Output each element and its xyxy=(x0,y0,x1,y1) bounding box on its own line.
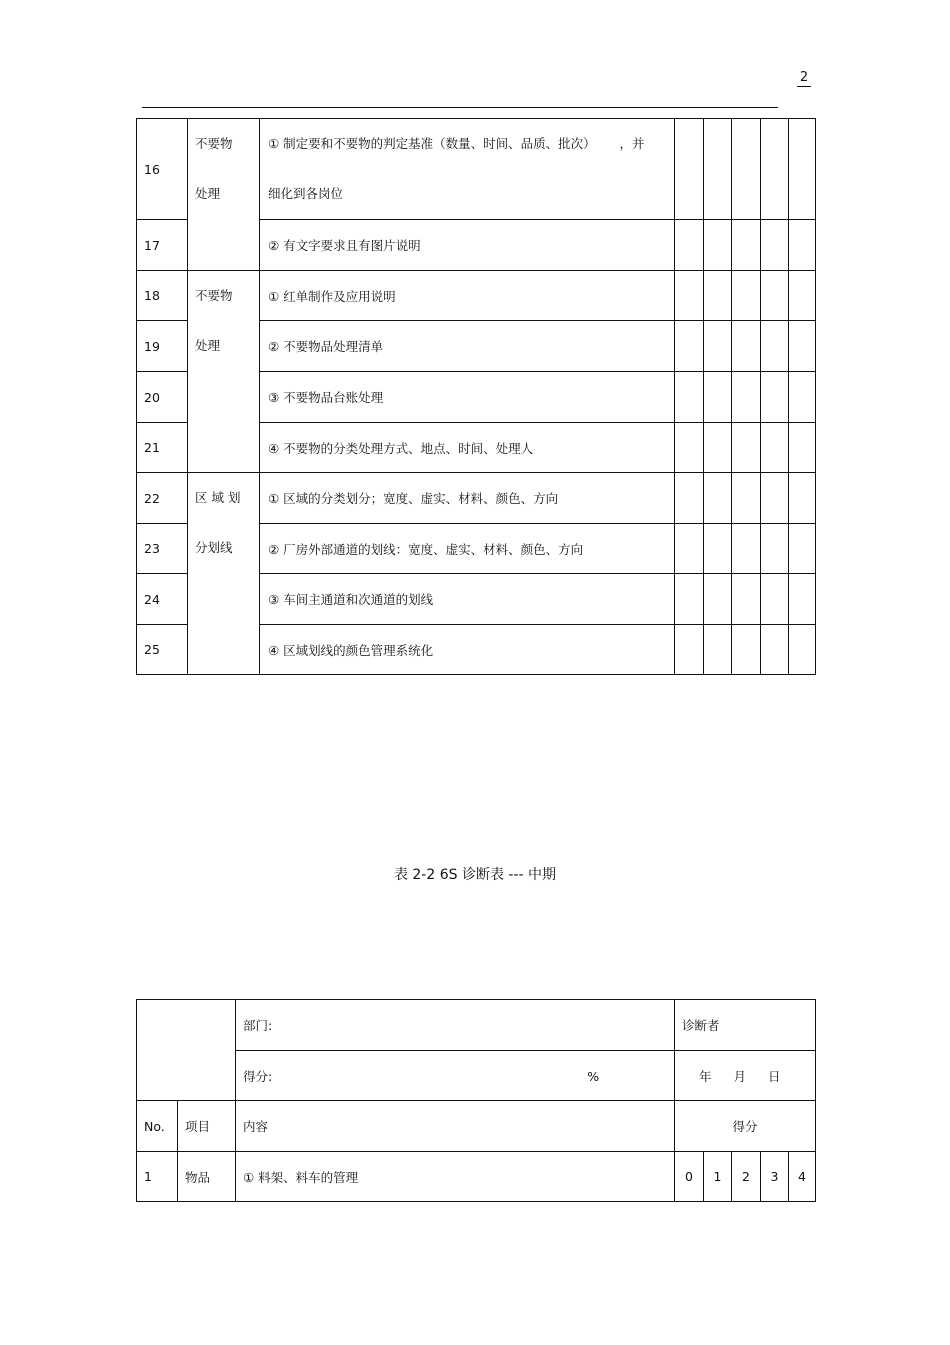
score-cell[interactable] xyxy=(675,524,704,574)
row-number: 20 xyxy=(137,372,188,423)
content-cell: ③ 不要物品台账处理 xyxy=(260,372,675,423)
score-cell[interactable] xyxy=(732,321,761,372)
blank-corner-cell xyxy=(137,1000,236,1101)
diagnosis-table-midterm xyxy=(136,999,816,1202)
score-cell[interactable] xyxy=(761,423,789,473)
content-cell: ④ 区域划线的颜色管理系统化 xyxy=(260,625,675,675)
score-cell[interactable] xyxy=(704,220,732,271)
score-cell[interactable] xyxy=(704,574,732,625)
category-line: 处理 xyxy=(195,186,221,201)
month-label: 月 xyxy=(733,1068,747,1084)
score-cell[interactable] xyxy=(704,625,732,675)
row-number: 23 xyxy=(137,524,188,574)
year-label: 年 xyxy=(699,1068,712,1084)
row-number: 1 xyxy=(137,1152,178,1202)
content-cell: ① 料架、料车的管理 xyxy=(236,1152,675,1202)
score-cell[interactable] xyxy=(761,271,789,321)
score-cell[interactable] xyxy=(675,423,704,473)
category-cell xyxy=(188,271,260,473)
score-cell[interactable] xyxy=(732,423,761,473)
score-cell[interactable] xyxy=(675,625,704,675)
score-cell[interactable] xyxy=(704,473,732,524)
row-number: 24 xyxy=(137,574,188,625)
score-cell[interactable] xyxy=(675,321,704,372)
day-label: 日 xyxy=(768,1068,781,1084)
content-cell: ③ 车间主通道和次通道的划线 xyxy=(260,574,675,625)
content-cell: ④ 不要物的分类处理方式、地点、时间、处理人 xyxy=(260,423,675,473)
row-number: 16 xyxy=(137,119,188,220)
category-line: 处理 xyxy=(195,338,221,353)
dept-label[interactable]: 部门: xyxy=(236,1000,675,1051)
row-number: 19 xyxy=(137,321,188,372)
item-header: 项目 xyxy=(178,1101,236,1152)
score-cell[interactable] xyxy=(675,119,704,220)
score-total-label: 得分: xyxy=(243,1068,273,1084)
score-cell[interactable] xyxy=(704,524,732,574)
content-cell: ① 红单制作及应用说明 xyxy=(260,271,675,321)
page-number: 2 xyxy=(797,70,811,87)
diagnosis-table-continued xyxy=(136,118,816,675)
row-number: 17 xyxy=(137,220,188,271)
score-cell[interactable] xyxy=(704,271,732,321)
score-cell[interactable] xyxy=(789,372,816,423)
date-cell[interactable] xyxy=(675,1051,816,1101)
row-number: 25 xyxy=(137,625,188,675)
table-row xyxy=(137,473,816,524)
score-cell[interactable] xyxy=(704,119,732,220)
content-header: 内容 xyxy=(236,1101,675,1152)
content-cell: ② 不要物品处理清单 xyxy=(260,321,675,372)
score-cell[interactable] xyxy=(704,423,732,473)
category-cell xyxy=(188,119,260,271)
score-cell[interactable] xyxy=(761,524,789,574)
score-cell[interactable] xyxy=(675,271,704,321)
score-cell[interactable] xyxy=(732,271,761,321)
diagnoser-label[interactable]: 诊断者 xyxy=(675,1000,816,1051)
score-cell[interactable] xyxy=(789,119,816,220)
score-cell[interactable] xyxy=(761,473,789,524)
score-cell[interactable] xyxy=(789,574,816,625)
table-caption: 表 2-2 6S 诊断表 --- 中期 xyxy=(393,867,557,883)
row-number: 22 xyxy=(137,473,188,524)
percent-sign: % xyxy=(587,1068,600,1084)
category-line: 区 域 划 xyxy=(195,490,241,505)
row-number: 18 xyxy=(137,271,188,321)
table-row xyxy=(137,271,816,321)
category-line: 分划线 xyxy=(195,540,233,555)
content-cell: ② 厂房外部通道的划线：宽度、虚实、材料、颜色、方向 xyxy=(260,524,675,574)
score-cell[interactable] xyxy=(675,220,704,271)
score-cell[interactable] xyxy=(732,119,761,220)
score-cell[interactable] xyxy=(675,574,704,625)
score-cell[interactable] xyxy=(761,220,789,271)
score-cell[interactable] xyxy=(732,625,761,675)
score-cell[interactable] xyxy=(789,321,816,372)
header-rule xyxy=(142,107,778,108)
score-cell[interactable] xyxy=(789,271,816,321)
score-cell[interactable] xyxy=(675,372,704,423)
score-total-cell[interactable] xyxy=(236,1051,675,1101)
score-cell[interactable] xyxy=(761,372,789,423)
column-header-row xyxy=(137,1101,816,1152)
content-cell: ② 有文字要求且有图片说明 xyxy=(260,220,675,271)
header-row-score xyxy=(137,1051,816,1101)
score-cell[interactable] xyxy=(732,473,761,524)
content-line xyxy=(268,119,674,169)
score-option-2[interactable]: 2 xyxy=(732,1152,761,1202)
table-row xyxy=(137,1152,816,1202)
row-number: 21 xyxy=(137,423,188,473)
score-option-4[interactable]: 4 xyxy=(789,1152,816,1202)
score-cell[interactable] xyxy=(761,119,789,220)
score-option-0[interactable]: 0 xyxy=(675,1152,704,1202)
table-row xyxy=(137,119,816,220)
score-cell[interactable] xyxy=(789,473,816,524)
item-cell: 物品 xyxy=(178,1152,236,1202)
score-cell[interactable] xyxy=(732,574,761,625)
score-cell[interactable] xyxy=(732,524,761,574)
score-cell[interactable] xyxy=(761,625,789,675)
score-cell[interactable] xyxy=(789,423,816,473)
score-cell[interactable] xyxy=(675,473,704,524)
content-text: ① 制定要和不要物的判定基准（数量、时间、品质、批次） xyxy=(268,136,590,151)
score-cell[interactable] xyxy=(789,625,816,675)
score-cell[interactable] xyxy=(704,372,732,423)
score-cell[interactable] xyxy=(732,372,761,423)
content-line: 细化到各岗位 xyxy=(268,186,344,201)
content-text: ，并 xyxy=(619,136,645,151)
score-cell[interactable] xyxy=(789,220,816,271)
content-cell xyxy=(260,119,675,220)
score-option-3[interactable]: 3 xyxy=(761,1152,789,1202)
score-option-1[interactable]: 1 xyxy=(704,1152,732,1202)
score-cell[interactable] xyxy=(704,321,732,372)
score-cell[interactable] xyxy=(761,321,789,372)
category-line: 不要物 xyxy=(195,288,233,303)
score-cell[interactable] xyxy=(761,574,789,625)
score-header: 得分 xyxy=(675,1101,816,1152)
no-header: No. xyxy=(137,1101,178,1152)
category-cell xyxy=(188,473,260,675)
header-row-dept xyxy=(137,1000,816,1051)
score-cell[interactable] xyxy=(789,524,816,574)
category-line: 不要物 xyxy=(195,136,233,151)
content-cell: ① 区域的分类划分；宽度、虚实、材料、颜色、方向 xyxy=(260,473,675,524)
score-cell[interactable] xyxy=(732,220,761,271)
